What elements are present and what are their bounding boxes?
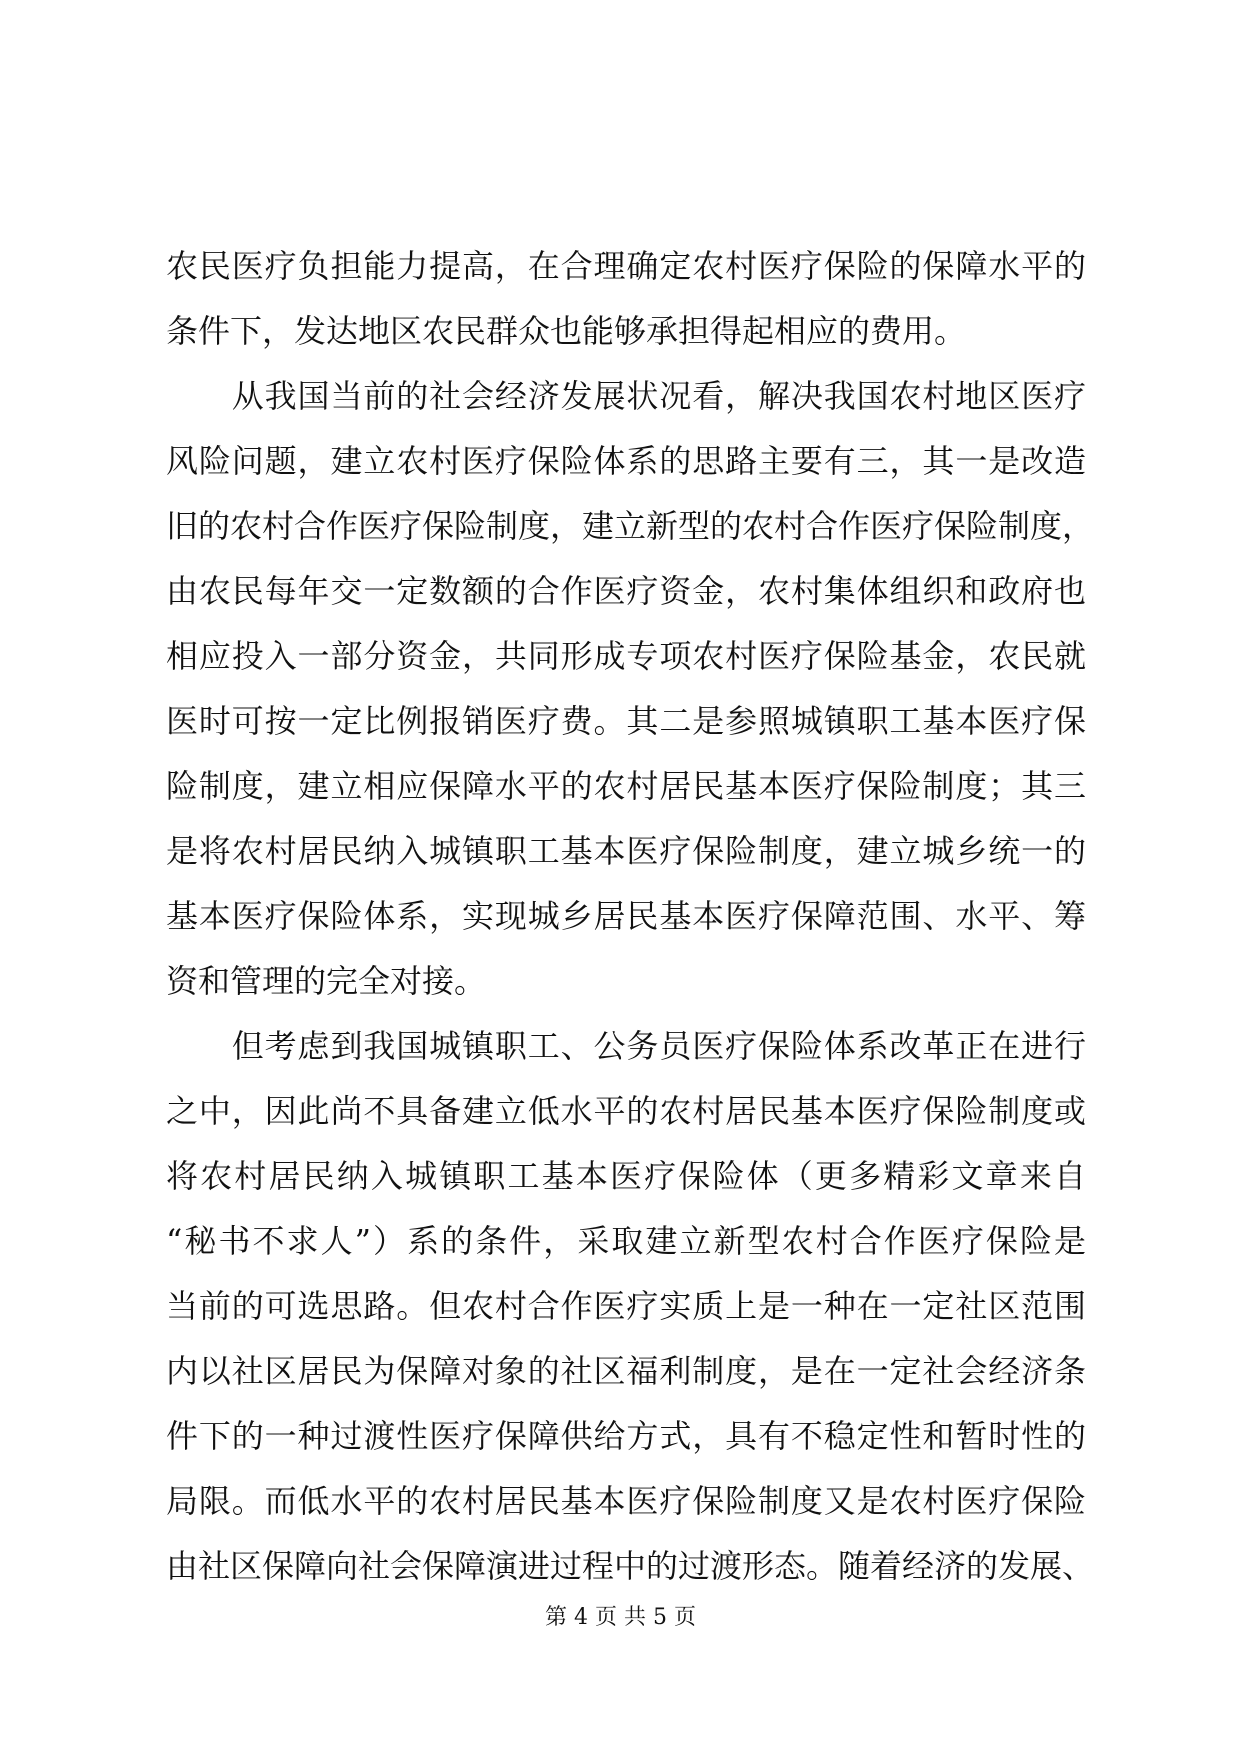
text-line: 内以社区居民为保障对象的社区福利制度，是在一定社会经济条 <box>166 1352 1086 1390</box>
text-line: 由农民每年交一定数额的合作医疗资金，农村集体组织和政府也 <box>166 572 1086 610</box>
text-line: 资和管理的完全对接。 <box>166 962 487 1000</box>
text-line: 农民医疗负担能力提高，在合理确定农村医疗保险的保障水平的 <box>166 247 1086 285</box>
text-line: 当前的可选思路。但农村合作医疗实质上是一种在一定社区范围 <box>166 1287 1086 1325</box>
text-line: 是将农村居民纳入城镇职工基本医疗保险制度，建立城乡统一的 <box>166 832 1086 870</box>
text-line: “秘书不求人”）系的条件，采取建立新型农村合作医疗保险是 <box>166 1222 1086 1260</box>
text-line: 由社区保障向社会保障演进过程中的过渡形态。随着经济的发展、 <box>166 1547 1095 1585</box>
document-body <box>166 234 1095 1599</box>
text-line: 条件下，发达地区农民群众也能够承担得起相应的费用。 <box>166 312 967 350</box>
text-line: 险制度，建立相应保障水平的农村居民基本医疗保险制度；其三 <box>166 767 1086 805</box>
page-number-footer: 第 4 页 共 5 页 <box>545 1605 696 1630</box>
text-line: 将农村居民纳入城镇职工基本医疗保险体（更多精彩文章来自 <box>166 1157 1086 1195</box>
text-line: 相应投入一部分资金，共同形成专项农村医疗保险基金，农民就 <box>166 637 1086 675</box>
text-line: 之中，因此尚不具备建立低水平的农村居民基本医疗保险制度或 <box>166 1092 1086 1130</box>
text-line: 基本医疗保险体系，实现城乡居民基本医疗保障范围、水平、筹 <box>166 897 1086 935</box>
text-line: 医时可按一定比例报销医疗费。其二是参照城镇职工基本医疗保 <box>166 702 1086 740</box>
text-line: 件下的一种过渡性医疗保障供给方式，具有不稳定性和暂时性的 <box>166 1417 1086 1455</box>
text-line: 但考虑到我国城镇职工、公务员医疗保险体系改革正在进行 <box>166 1027 1086 1065</box>
text-line: 局限。而低水平的农村居民基本医疗保险制度又是农村医疗保险 <box>166 1482 1086 1520</box>
text-line: 旧的农村合作医疗保险制度，建立新型的农村合作医疗保险制度， <box>166 507 1095 545</box>
text-line: 从我国当前的社会经济发展状况看，解决我国农村地区医疗 <box>166 377 1086 415</box>
text-line: 风险问题，建立农村医疗保险体系的思路主要有三，其一是改造 <box>166 442 1086 480</box>
